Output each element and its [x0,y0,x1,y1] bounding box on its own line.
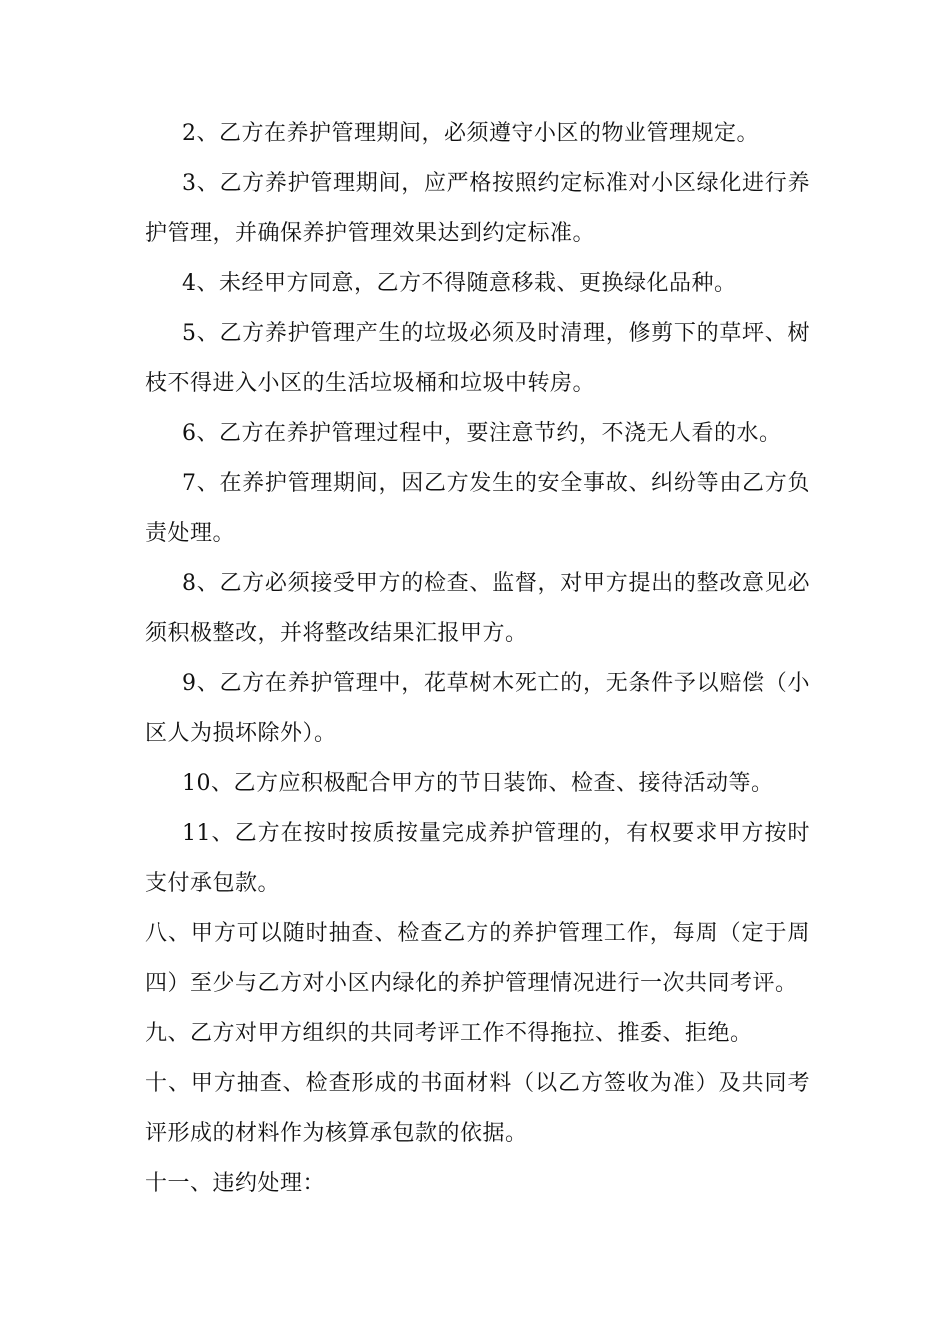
clause-4: 4、未经甲方同意，乙方不得随意移栽、更换绿化品种。 [182,271,737,296]
clause-3: 3、乙方养护管理期间，应严格按照约定标准对小区绿化进行养护管理，并确保养护管理效果达到约定标准。 [145,171,810,246]
section-8: 八、甲方可以随时抽查、检查乙方的养护管理工作，每周（定于周四）至少与乙方对小区内绿化的养护管理情况进行一次共同考评。 [145,921,810,996]
clause-7: 7、在养护管理期间，因乙方发生的安全事故、纠纷等由乙方负责处理。 [145,471,810,546]
section-10: 十、甲方抽查、检查形成的书面材料（以乙方签收为准）及共同考评形成的材料作为核算承包款的依据。 [145,1071,810,1146]
section-9: 九、乙方对甲方组织的共同考评工作不得拖拉、推委、拒绝。 [145,1021,753,1046]
clause-10: 10、乙方应积极配合甲方的节日装饰、检查、接待活动等。 [182,771,774,796]
clause-11: 11、乙方在按时按质按量完成养护管理的，有权要求甲方按时支付承包款。 [145,821,810,896]
clause-9: 9、乙方在养护管理中，花草树木死亡的，无条件予以赔偿（小区人为损坏除外）。 [145,671,810,746]
clause-5: 5、乙方养护管理产生的垃圾必须及时清理，修剪下的草坪、树枝不得进入小区的生活垃圾桶和垃圾中转房。 [145,321,810,396]
clause-8: 8、乙方必须接受甲方的检查、监督，对甲方提出的整改意见必须积极整改，并将整改结果汇报甲方。 [145,571,810,646]
clause-6: 6、乙方在养护管理过程中，要注意节约，不浇无人看的水。 [182,421,782,446]
document-body [145,109,810,1209]
section-11-heading: 十一、违约处理： [145,1171,326,1196]
clause-2: 2、乙方在养护管理期间，必须遵守小区的物业管理规定。 [182,121,759,146]
